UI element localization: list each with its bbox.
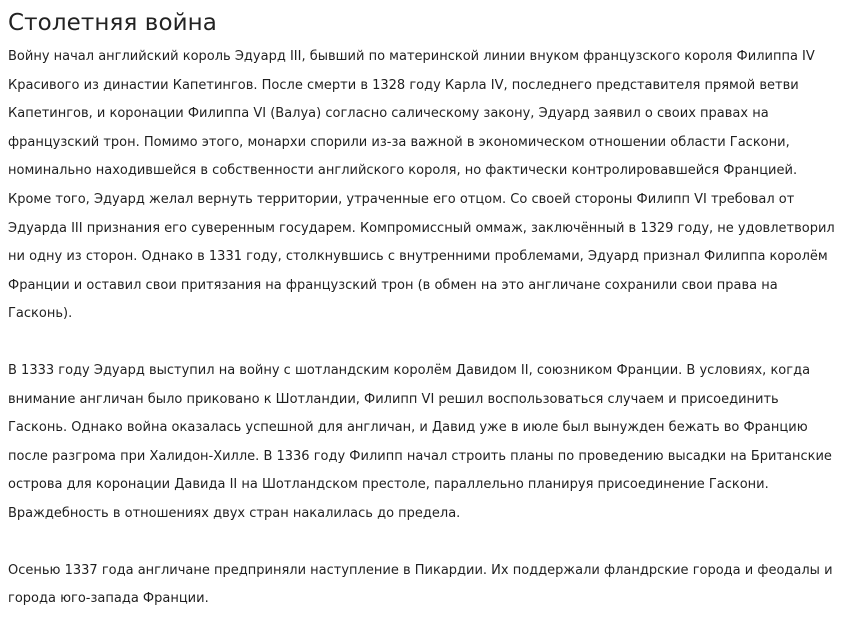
- paragraph-3: Осенью 1337 года англичане предприняли наступление в Пикардии. Их поддержали фландрские города и феодалы и города юго-запада Франции.: [8, 562, 833, 607]
- page-title: Столетняя война: [8, 10, 218, 36]
- paragraph-1: Войну начал английский король Эдуард III, бывший по материнской линии внуком французского короля Филиппа IV Красивого из династии Капетингов. После смерти в 1328 году Карла IV, последнего представителя прямой ветви Капетингов, и коронации Филиппа VI (Валуа) согласно салическому закону, Эдуард заявил о своих правах на французский трон. Помимо этого, монархи спорили из-за важной в экономическом отношении области Гаскони, номинально находившейся в собственности английского короля, но фактически контролировавшейся Францией. Кроме того, Эдуард желал вернуть территории, утраченные его отцом. Со своей стороны Филипп VI требовал от Эдуарда III признания его суверенным государем. Компромиссный оммаж, заключённый в 1329 году, не удовлетворил ни одну из сторон. Однако в 1331 году, столкнувшись с внутренними проблемами, Эдуард признал Филиппа королём Франции и оставил свои притязания на французский трон (в обмен на это англичане сохранили свои права на Гасконь).: [8, 49, 835, 322]
- paragraph-2: В 1333 году Эдуард выступил на войну с шотландским королём Давидом II, союзником Франции. В условиях, когда внимание англичан было приковано к Шотландии, Филипп VI решил воспользоваться случаем и присоединить Гасконь. Однако война оказалась успешной для англичан, и Давид уже в июле был вынужден бежать во Францию после разгрома при Халидон-Хилле. В 1336 году Филипп начал строить планы по проведению высадки на Британские острова для коронации Давида II на Шотландском престоле, параллельно планируя присоединение Гаскони. Враждебность в отношениях двух стран накалилась до предела.: [8, 362, 832, 521]
